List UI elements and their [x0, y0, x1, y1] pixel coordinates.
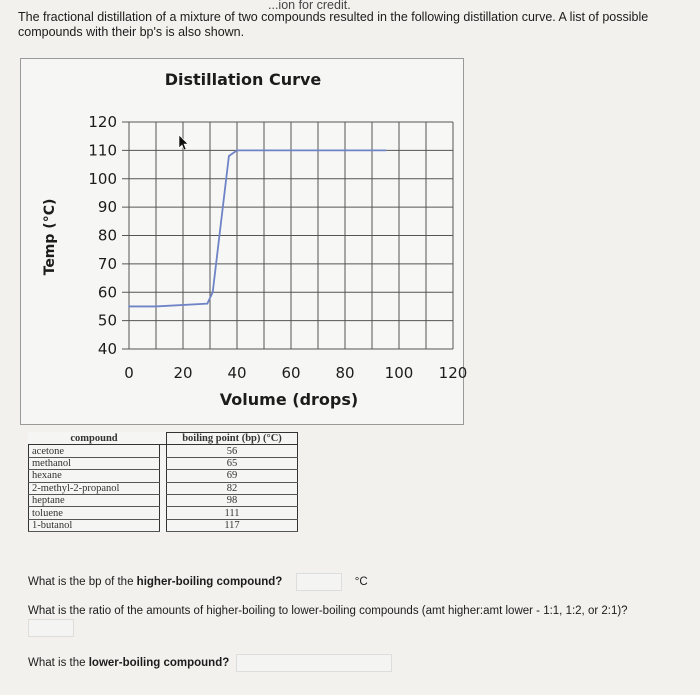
compound-cell: hexane: [29, 470, 160, 482]
x-tick-label: 100: [384, 364, 414, 382]
bp-table: [28, 432, 298, 532]
table-row: [29, 494, 298, 506]
data-point: [385, 149, 387, 151]
intro-text: [18, 0, 688, 40]
bp-cell: 111: [167, 507, 298, 519]
y-tick-label: 40: [97, 340, 117, 358]
data-point: [212, 291, 214, 293]
compound-cell: toluene: [29, 507, 160, 519]
y-axis-label: Temp (°C): [42, 198, 58, 276]
q1-bold: higher-boiling compound?: [136, 576, 283, 589]
table-row: [29, 482, 298, 494]
x-tick-label: 120: [438, 364, 468, 382]
data-point: [228, 155, 230, 157]
chart-frame: [20, 58, 468, 425]
data-point: [128, 306, 130, 308]
compound-cell: heptane: [29, 494, 160, 506]
compound-cell: methanol: [29, 457, 160, 469]
q2-text: What is the ratio of the amounts of higher-boiling to lower-boiling compounds (amt higher:amt lower - 1:1, 1:2, or 2:1)?: [28, 605, 628, 617]
distillation-chart: [21, 59, 468, 424]
col-header-bp: boiling point (bp) (°C): [167, 433, 298, 445]
q3-text: What is the: [28, 657, 89, 670]
compound-cell: acetone: [29, 445, 160, 457]
intro-cut-line: ...ion for credit.: [268, 0, 351, 12]
table-row: [29, 470, 298, 482]
y-tick-label: 80: [97, 226, 117, 245]
data-point: [155, 306, 157, 308]
bp-cell: 98: [167, 494, 298, 506]
table-row: [29, 457, 298, 469]
x-axis-label: Volume (drops): [219, 390, 359, 409]
question-1: [28, 573, 368, 591]
bp-cell: 117: [167, 519, 298, 531]
data-point: [206, 303, 208, 305]
compound-cell: 2-methyl-2-propanol: [29, 482, 160, 494]
q3-bold: lower-boiling compound?: [88, 657, 230, 670]
col-header-compound: compound: [29, 433, 160, 445]
bp-cell: 56: [167, 445, 298, 457]
question-3: [28, 654, 392, 672]
x-tick-label: 20: [173, 364, 193, 382]
y-tick-label: 70: [97, 254, 117, 273]
intro-paragraph: The fractional distillation of a mixture of two compounds resulted in the following distillation curve. A list of possible compounds with their bp's is also shown.: [18, 10, 649, 39]
q1-text: What is the bp of the: [28, 576, 137, 589]
y-tick-label: 90: [97, 198, 117, 217]
y-tick-label: 110: [88, 141, 117, 160]
x-tick-label: 0: [124, 364, 134, 382]
x-tick-label: 40: [227, 364, 247, 382]
y-tick-label: 120: [88, 113, 117, 131]
x-tick-label: 60: [281, 364, 301, 382]
y-tick-label: 100: [88, 169, 117, 188]
bp-cell: 65: [167, 457, 298, 469]
question-2: [28, 604, 658, 637]
table-row: [29, 445, 298, 457]
table-header-row: [29, 433, 298, 445]
y-tick-label: 60: [97, 283, 117, 302]
bp-cell: 82: [167, 482, 298, 494]
q1-unit: °C: [354, 576, 368, 589]
q2-answer-input[interactable]: [28, 619, 74, 637]
x-tick-label: 80: [335, 364, 355, 382]
chart-title: Distillation Curve: [164, 70, 322, 89]
data-point: [236, 149, 238, 151]
table-row: [29, 519, 298, 531]
q3-answer-input[interactable]: [236, 654, 392, 672]
compound-cell: 1-butanol: [29, 519, 160, 531]
q1-answer-input[interactable]: [296, 573, 342, 591]
y-tick-label: 50: [97, 311, 117, 330]
table-row: [29, 507, 298, 519]
bp-cell: 69: [167, 470, 298, 482]
